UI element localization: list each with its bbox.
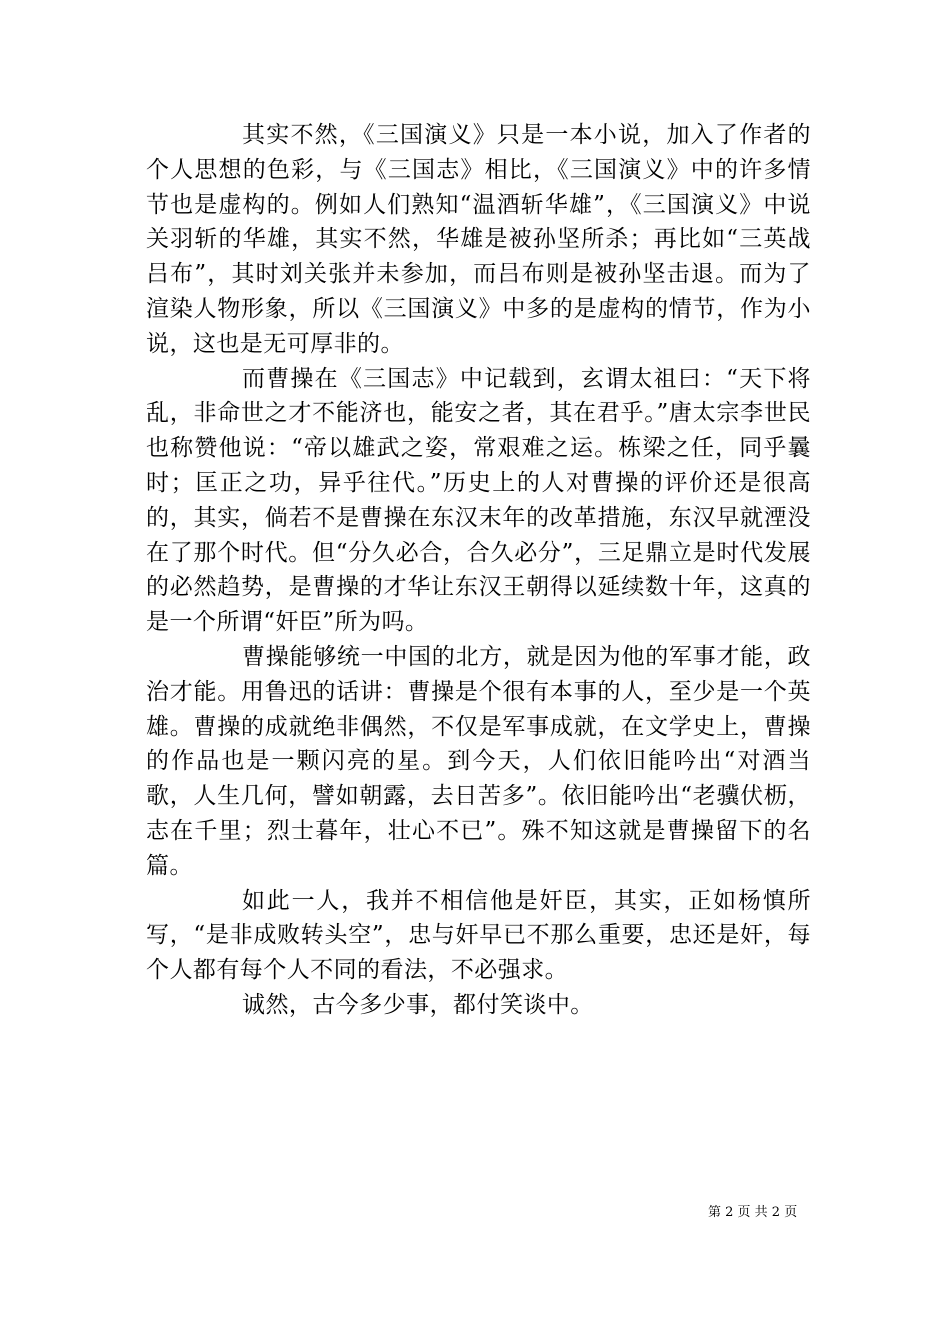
paragraph-1: 其实不然，《三国演义》只是一本小说，加入了作者的个人思想的色彩，与《三国志》相比，《三国演义》中的许多情节也是虚构的。例如人们熟知“温酒斩华雄”，《三国演义》中说关羽斩的华雄，其实不然，华雄是被孙坚所杀；再比如“三英战吕布”，其时刘关张并未参加，而吕布则是被孙坚击退。而为了渲染人物形象，所以《三国演义》中多的是虚构的情节，作为小说，这也是无可厚非的。 <box>146 122 811 357</box>
paragraph-2: 而曹操在《三国志》中记载到，玄谓太祖曰：“天下将乱，非命世之才不能济也，能安之者，其在君乎。”唐太宗李世民也称赞他说：“帝以雄武之姿，常艰难之运。栋梁之任，同乎曩时；匡正之功，异乎往代。”历史上的人对曹操的评价还是很高的，其实，倘若不是曹操在东汉末年的改革措施，东汉早就湮没在了那个时代。但“分久必合，合久必分”，三足鼎立是时代发展的必然趋势，是曹操的才华让东汉王朝得以延续数十年，这真的是一个所谓“奸臣”所为吗。 <box>146 365 811 636</box>
paragraph-4: 如此一人，我并不相信他是奸臣，其实，正如杨慎所写，“是非成败转头空”，忠与奸早已不那么重要，忠还是奸，每个人都有每个人不同的看法，不必强求。 <box>146 887 811 984</box>
page-number: 第 2 页 共 2 页 <box>708 1205 798 1220</box>
document-body <box>146 118 811 1023</box>
paragraph-3: 曹操能够统一中国的北方，就是因为他的军事才能，政治才能。用鲁迅的话讲：曹操是个很有本事的人，至少是一个英雄。曹操的成就绝非偶然，不仅是军事成就，在文学史上，曹操的作品也是一颗闪亮的星。到今天，人们依旧能吟出“对酒当歌，人生几何，譬如朝露，去日苦多”。依旧能吟出“老骥伏枥，志在千里；烈士暮年，壮心不已”。殊不知这就是曹操留下的名篇。 <box>146 643 811 879</box>
paragraph-5: 诚然，古今多少事，都付笑谈中。 <box>242 991 594 1018</box>
